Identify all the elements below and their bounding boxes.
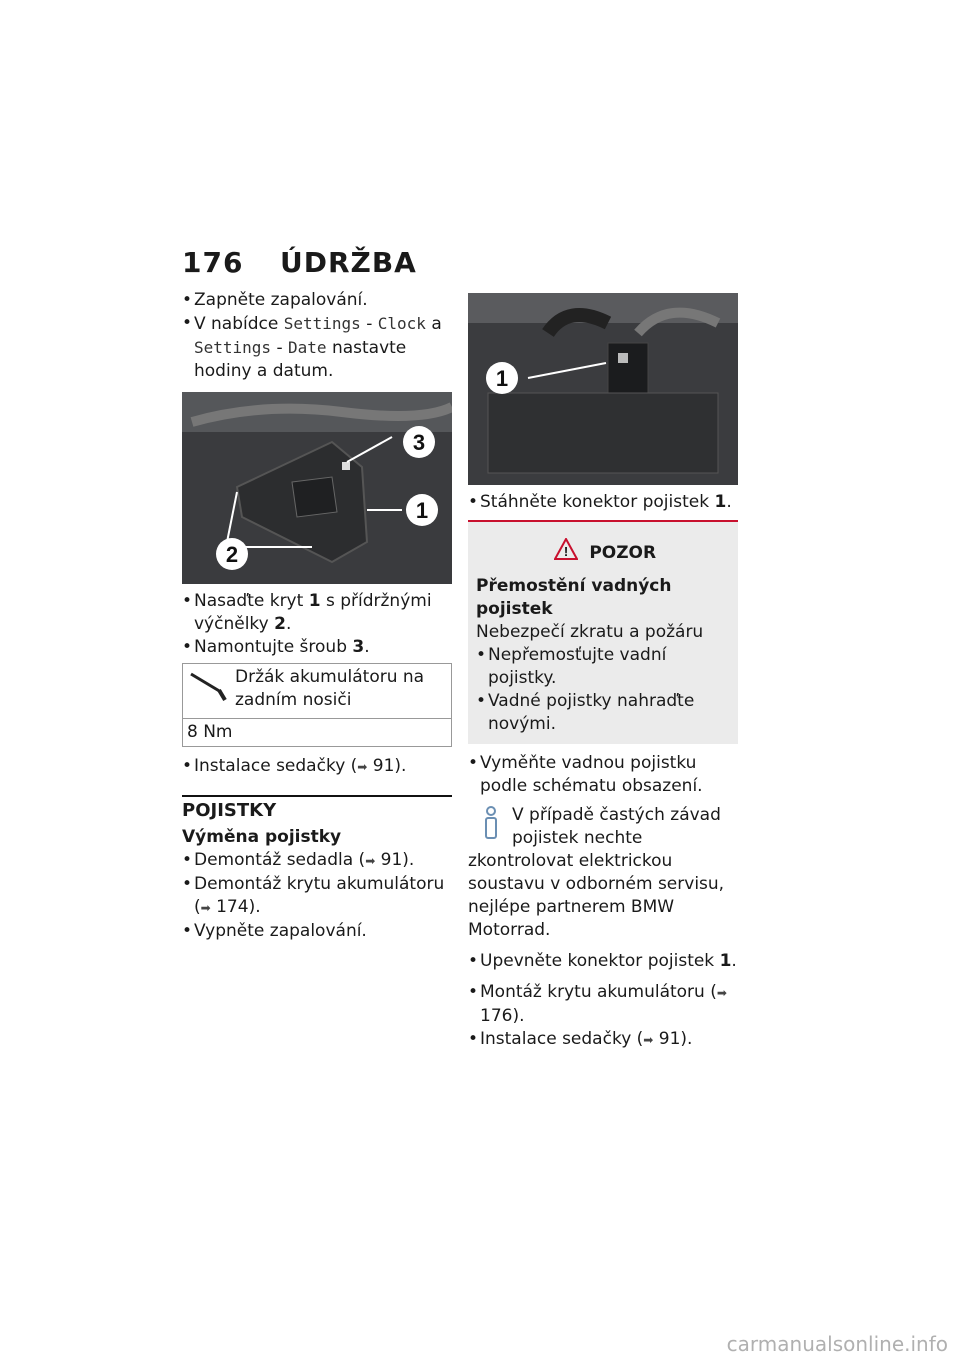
list-item: • Zapněte zapalování. <box>182 290 368 310</box>
list-item: • Upevněte konektor pojistek 1. <box>468 951 737 971</box>
arrow-icon: ➡ <box>716 986 727 1000</box>
callout-2: 2 <box>225 542 239 567</box>
watermark-text: carmanualsonline.info <box>726 1332 948 1356</box>
arrow-icon: ➡ <box>357 760 368 774</box>
watermark <box>0 1318 960 1362</box>
list-item: • Demontáž sedadla (➡ 91). <box>182 850 415 870</box>
list-item: • Instalace sedačky (➡ 91). <box>182 756 407 776</box>
torque-value: 8 Nm <box>187 722 233 742</box>
arrow-icon: ➡ <box>365 854 376 868</box>
page-header <box>182 246 417 279</box>
list-item: • V nabídce Settings - Clock a Settings - Date nastavte hodiny a datum. <box>182 313 442 381</box>
info-icon <box>478 804 504 842</box>
page-number: 176 <box>182 246 244 279</box>
list-item: • Nepřemosťujte vadní pojistky. <box>476 645 667 688</box>
info-note <box>468 804 738 942</box>
list-item: • Vypněte zapalování. <box>182 921 367 941</box>
section-divider <box>182 795 452 822</box>
list-item: • Stáhněte konektor pojistek 1. <box>468 492 732 512</box>
svg-text:!: ! <box>563 544 569 559</box>
left-column-lower <box>182 590 452 943</box>
list-item: • Vadné pojistky nahraďte novými. <box>476 691 695 734</box>
fuse-connector-photo <box>468 293 738 485</box>
list-item: • Namontujte šroub 3. <box>182 637 370 657</box>
subsection-title: Výměna pojistky <box>182 827 342 847</box>
warning-subheading: Nebezpečí zkratu a požáru <box>476 622 704 642</box>
list-item: • Vyměňte vadnou pojistku podle schématu obsazení. <box>468 753 703 796</box>
fuse-connector-illustration <box>468 293 738 485</box>
callout-3: 3 <box>412 430 426 455</box>
right-column <box>468 491 738 1052</box>
torque-label: Držák akumulátoru na zadním nosiči <box>235 667 425 710</box>
section-title: POJISTKY <box>182 800 277 821</box>
warning-title: POZOR <box>589 542 657 563</box>
battery-cover-photo <box>182 392 452 584</box>
callout-1: 1 <box>415 498 429 523</box>
list-item: • Montáž krytu akumulátoru (➡ 176). <box>468 982 727 1026</box>
left-column <box>182 289 452 383</box>
list-item: • Instalace sedačky (➡ 91). <box>468 1029 693 1049</box>
list-item: • Nasaďte kryt 1 s přídržnými výčnělky 2. <box>182 591 432 634</box>
list-item: • Demontáž krytu akumulátoru (➡ 174). <box>182 874 445 917</box>
torque-table <box>182 663 452 747</box>
battery-cover-illustration <box>182 392 452 584</box>
page-title: ÚDRŽBA <box>280 246 417 279</box>
arrow-icon: ➡ <box>643 1033 654 1047</box>
warning-box <box>468 520 738 744</box>
warning-heading: Přemostění vadných pojistek <box>476 576 672 619</box>
note-text: V případě častých závad pojistek nechte zkontrolovat elektrickou soustavu v odborném servisu, nejlépe partnerem BMW Motorrad. <box>468 805 725 940</box>
arrow-icon: ➡ <box>200 901 211 915</box>
torque-wrench-icon <box>187 668 231 702</box>
callout-1: 1 <box>495 366 509 391</box>
warning-icon <box>554 538 578 567</box>
